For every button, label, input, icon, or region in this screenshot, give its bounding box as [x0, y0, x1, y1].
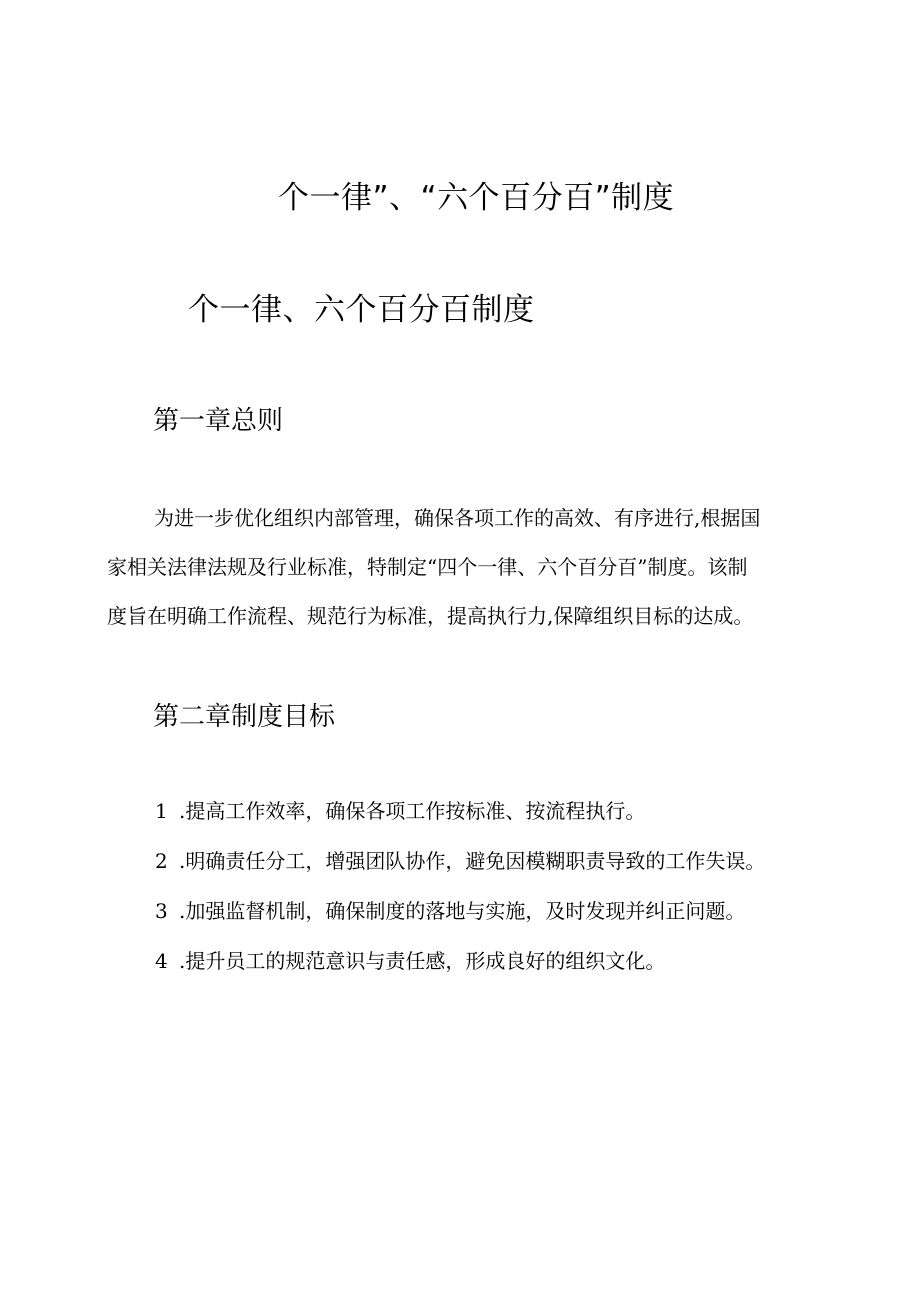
objectives-list	[155, 794, 765, 994]
list-item	[155, 794, 765, 844]
list-item	[155, 944, 765, 994]
chapter-1-paragraph	[107, 494, 823, 641]
list-item-text: .加强监督机制，确保制度的落地与实施，及时发现并纠正问题。	[179, 899, 746, 923]
document-title: 个一律”、“六个百分百”制度	[278, 180, 675, 216]
paragraph-line: 度旨在明确工作流程、规范行为标准，提高执行力,保障组织目标的达成。	[107, 604, 754, 628]
list-item-number: 3	[155, 899, 168, 923]
list-item	[155, 894, 765, 944]
list-item	[155, 844, 765, 894]
list-item-number: 1	[155, 799, 168, 823]
paragraph-line: 为进一步优化组织内部管理，确保各项工作的高效、有序进行,根据国	[154, 506, 761, 530]
list-item-text: .明确责任分工，增强团队协作，避免因模糊职责导致的工作失误。	[179, 849, 766, 873]
chapter-2-heading: 第二章制度目标	[153, 702, 336, 732]
list-item-text: .提升员工的规范意识与责任感，形成良好的组织文化。	[179, 949, 666, 973]
list-item-number: 4	[155, 949, 168, 973]
list-item-number: 2	[155, 849, 168, 873]
document-subtitle: 个一律、六个百分百制度	[188, 292, 535, 328]
list-item-text: .提高工作效率，确保各项工作按标准、按流程执行。	[179, 799, 646, 823]
paragraph-line: 家相关法律法规及行业标准，特制定“四个一律、六个百分百”制度。该制	[107, 555, 748, 579]
chapter-1-heading: 第一章总则	[153, 406, 284, 436]
